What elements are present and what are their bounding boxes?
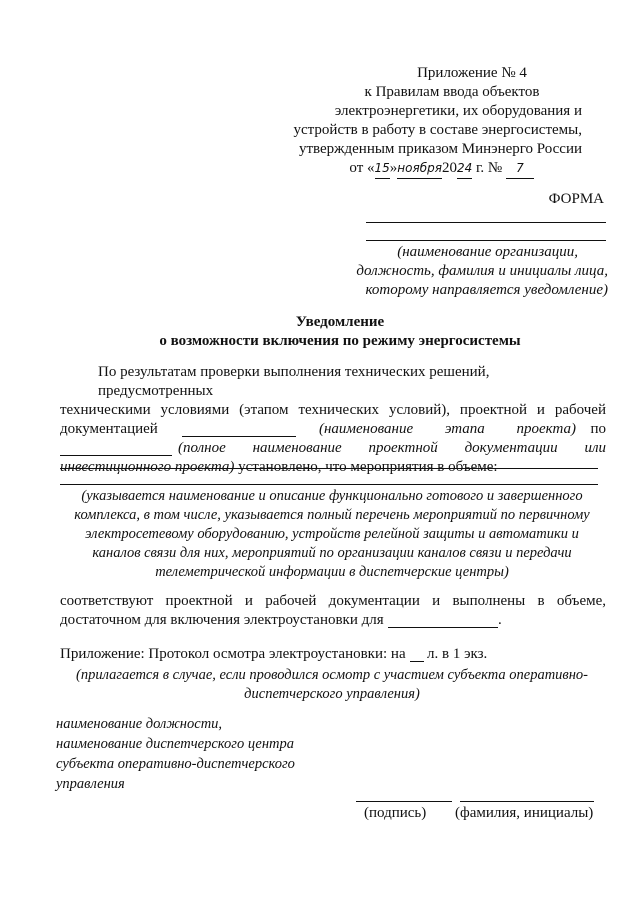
attachment-note: (прилагается в случае, если проводился осмотр с участием субъекта оперативно- диспетчерского управления) — [75, 667, 589, 702]
addressee-line-2 — [366, 240, 606, 241]
signature-line — [356, 801, 452, 802]
measures-line-1 — [60, 468, 598, 469]
appendix-line-3: электроэнергетики, их оборудования и — [334, 103, 582, 119]
body-line-3: документацией (наименование этапа проекта) по — [60, 421, 606, 437]
measures-note: (указывается наименование и описание функционально готового и завершенного комплекса, в том числе, указывается полный перечень мероприятий по первичному электросетевому оборудованию, устройств релейной защиты и автоматики и каналов связи для них, мероприятий по организации каналов связи и передачи телеметрической информации в диспетчерские центры) — [74, 488, 590, 580]
body-line-4: (полное наименование проектной документации или — [60, 439, 606, 458]
appendix-number: Приложение № 4 — [417, 65, 527, 81]
attachment-line: Приложение: Протокол осмотра электроустановки: на л. в 1 экз. — [60, 646, 488, 662]
addressee-note: (наименование организации, должность, фамилия и инициалы лица, которому направляется уведомление) — [356, 244, 608, 298]
measures-line-2 — [60, 484, 598, 485]
attachment — [60, 645, 620, 664]
document-title: Уведомление о возможности включения по режиму энергосистемы — [159, 314, 521, 349]
appendix-line-5: утвержденным приказом Минэнерго России — [298, 141, 582, 157]
signature-label: (подпись) — [364, 805, 427, 821]
name-line — [460, 801, 594, 802]
name-label: (фамилия, инициалы) — [455, 805, 594, 821]
appendix-line-2: к Правилам ввода объектов — [364, 84, 540, 100]
date-year: 24 — [457, 159, 472, 179]
pages-blank — [410, 661, 424, 662]
stage-blank — [182, 436, 296, 437]
conclusion — [60, 592, 606, 630]
date-month: ноября — [397, 159, 442, 179]
project-blank — [60, 455, 172, 456]
body-line-1: По результатам проверки выполнения технических решений, предусмотренных — [98, 364, 490, 399]
form-label: ФОРМА — [548, 191, 604, 207]
date-day: 15 — [375, 159, 390, 179]
conclusion-line-1: соответствуют проектной и рабочей документации и выполнены в объеме, — [60, 593, 606, 609]
body-line-5: инвестиционного проекта) установлено, что мероприятия в объеме: — [60, 459, 498, 475]
body-paragraph — [60, 363, 606, 477]
appendix-line-4: устройств в работу в составе энергосистемы, — [293, 122, 582, 138]
conclusion-line-2: достаточном для включения электроустановки для . — [60, 612, 502, 628]
purpose-blank — [388, 627, 498, 628]
order-number: 7 — [506, 159, 534, 179]
signatory-block: наименование должности, наименование диспетчерского центра субъекта оперативно-диспетчерского управления — [56, 716, 295, 792]
appendix-date-line: от «15»ноября2024 г. № 7 — [262, 159, 582, 179]
addressee-line-1 — [366, 222, 606, 223]
body-line-2: техническими условиями (этапом технических условий), проектной и рабочей — [60, 402, 606, 418]
appendix-header — [262, 64, 582, 179]
